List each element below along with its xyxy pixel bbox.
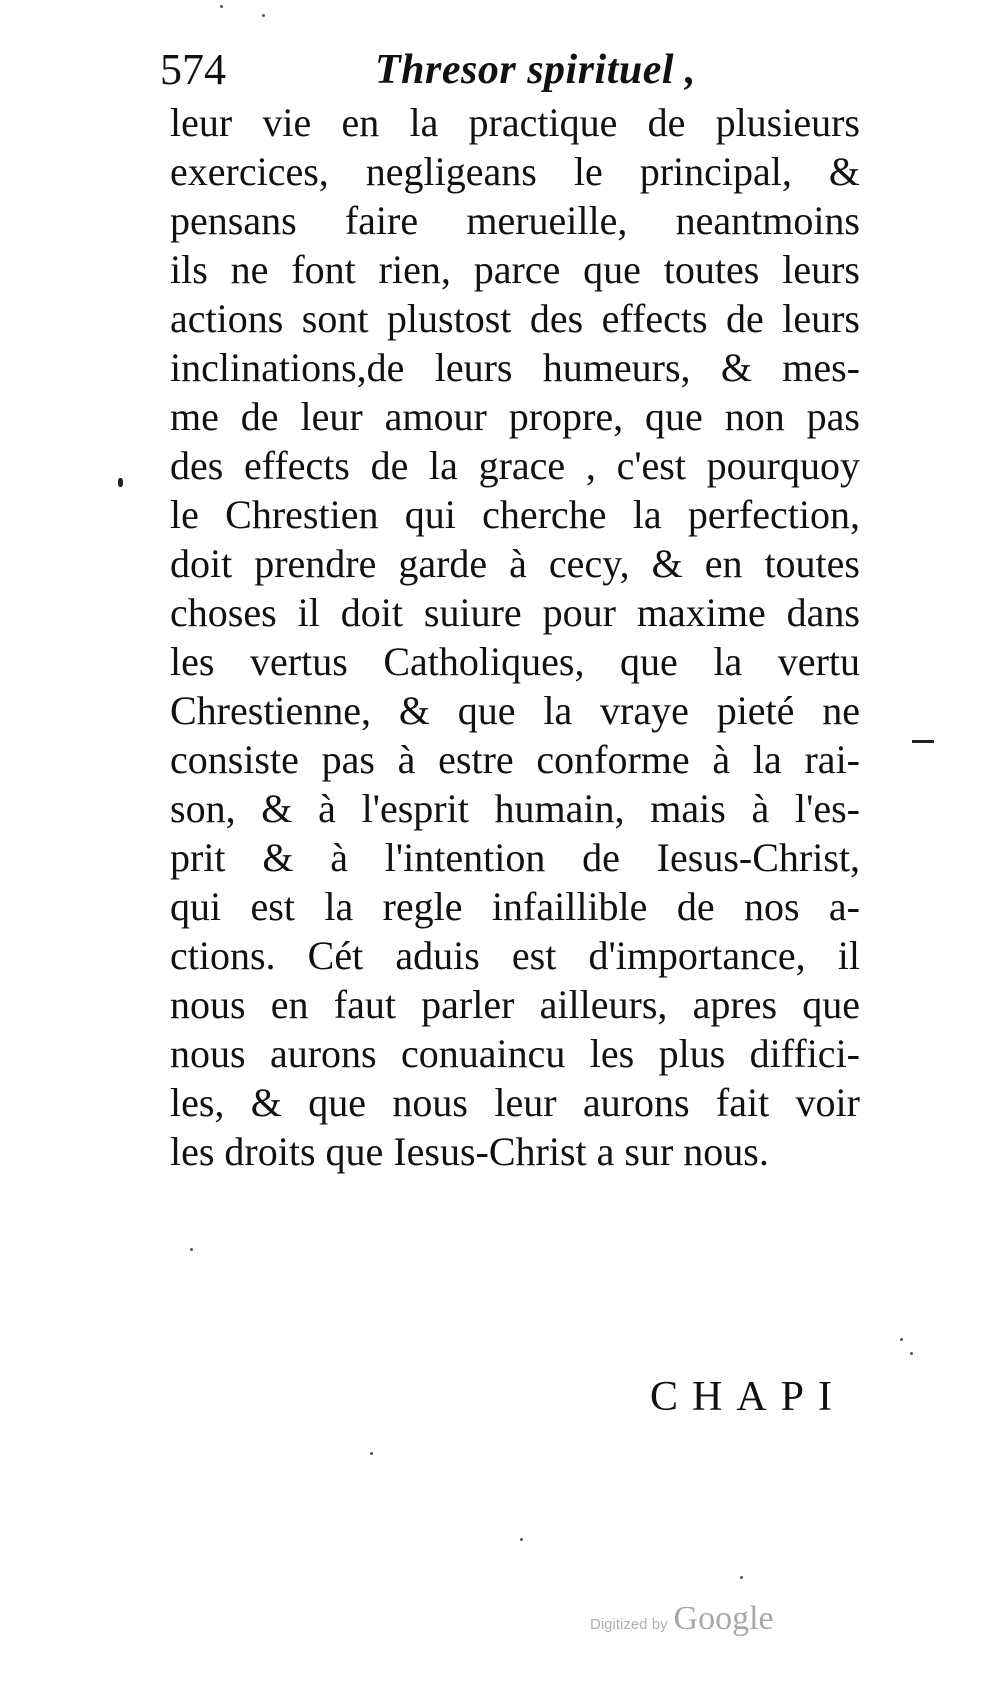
text-line: doit prendre garde à cecy, & en toutes <box>170 541 860 586</box>
text-line: inclinations,de leurs humeurs, & mes- <box>170 345 860 390</box>
text-line: Chrestienne, & que la vraye pieté ne <box>170 688 860 733</box>
scan-speck <box>740 1576 743 1579</box>
running-head: Thresor spirituel , <box>375 47 697 93</box>
text-line: exercices, negligeans le principal, & <box>170 149 860 194</box>
text-line: leur vie en la practique de plusieurs <box>170 100 860 145</box>
text-line: nous en faut parler ailleurs, apres que <box>170 982 860 1027</box>
text-line: les vertus Catholiques, que la vertu <box>170 639 860 684</box>
text-line: nous aurons conuaincu les plus diffici- <box>170 1031 860 1076</box>
scan-speck <box>910 1352 913 1355</box>
text-line: le Chrestien qui cherche la perfection, <box>170 492 860 537</box>
text-line: les droits que Iesus-Christ a sur nous. <box>170 1129 769 1174</box>
text-line: actions sont plustost des effects de leurs <box>170 296 860 341</box>
scan-speck <box>190 1248 193 1251</box>
text-line: des effects de la grace , c'est pourquoy <box>170 443 860 488</box>
text-line: prit & à l'intention de Iesus-Christ, <box>170 835 860 880</box>
text-line: ils ne font rien, parce que toutes leurs <box>170 247 860 292</box>
margin-dot <box>118 478 123 487</box>
text-line: me de leur amour propre, que non pas <box>170 394 860 439</box>
scan-speck <box>262 14 265 17</box>
page-header <box>160 40 860 100</box>
margin-dash <box>912 740 934 743</box>
text-line: qui est la regle infaillible de nos a- <box>170 884 860 929</box>
text-line: pensans faire merueille, neantmoins <box>170 198 860 243</box>
digitized-label: Digitized by <box>590 1616 668 1633</box>
text-line: les, & que nous leur aurons fait voir <box>170 1080 860 1125</box>
google-logo: Google <box>673 1600 774 1637</box>
body-text <box>170 98 860 1176</box>
catchword: CHAPI <box>650 1374 847 1420</box>
scan-speck <box>220 5 223 8</box>
text-line: choses il doit suiure pour maxime dans <box>170 590 860 635</box>
text-line: son, & à l'esprit humain, mais à l'es- <box>170 786 860 831</box>
digitized-by-google-watermark <box>590 1600 774 1650</box>
scan-speck <box>520 1538 523 1541</box>
text-line: consiste pas à estre conforme à la rai- <box>170 737 860 782</box>
scan-speck <box>900 1338 903 1341</box>
text-line: ctions. Cét aduis est d'importance, il <box>170 933 860 978</box>
page-number: 574 <box>160 45 226 94</box>
scan-speck <box>370 1452 373 1455</box>
